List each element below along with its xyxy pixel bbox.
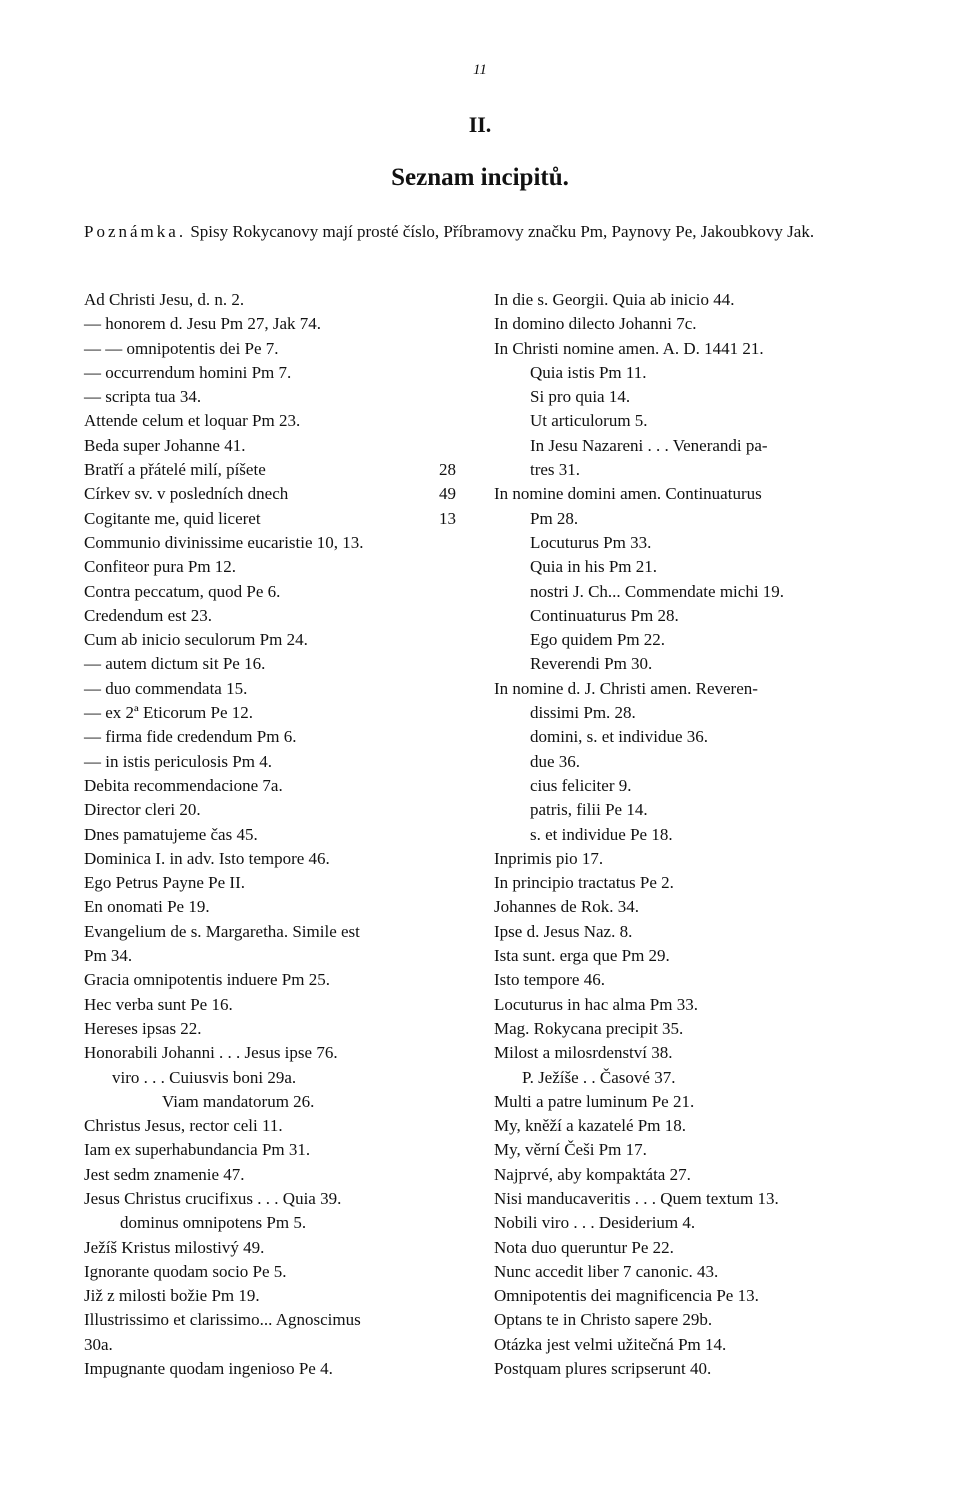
- entry-text: In nomine d. J. Christi amen. Reveren-: [494, 678, 758, 698]
- index-entry: [494, 1187, 884, 1211]
- index-entry: [84, 1114, 474, 1138]
- entry-text: — occurrendum homini Pm 7.: [84, 362, 292, 382]
- index-entry: [84, 1357, 474, 1381]
- index-entry: [494, 652, 884, 676]
- index-entry: [494, 968, 884, 992]
- entry-text: Si pro quia 14.: [530, 387, 631, 407]
- entry-text: Ježíš Kristus milostivý 49.: [84, 1237, 265, 1257]
- index-entry: [494, 604, 884, 628]
- entry-text: Evangelium de s. Margaretha. Simile est: [84, 921, 360, 941]
- index-entry: [84, 750, 474, 774]
- entry-text: Debita recommendacione 7a.: [84, 775, 283, 795]
- entry-text: — duo commendata 15.: [84, 678, 248, 698]
- index-entry: [84, 871, 474, 895]
- index-entry: [84, 1066, 474, 1090]
- entry-text: Attende celum et loquar Pm 23.: [84, 411, 301, 431]
- index-entry: [494, 1333, 884, 1357]
- entry-page-ref: 28: [439, 460, 456, 480]
- entry-text: Hec verba sunt Pe 16.: [84, 994, 233, 1014]
- entry-text: Již z milosti božie Pm 19.: [84, 1286, 260, 1306]
- entry-text: Johannes de Rok. 34.: [494, 897, 639, 917]
- index-entry: [494, 725, 884, 749]
- index-entry: [494, 920, 884, 944]
- entry-page-ref: 49: [439, 484, 456, 504]
- entry-text: — — omnipotentis dei Pe 7.: [84, 338, 279, 358]
- entry-text: P. Ježíše . . Časové 37.: [522, 1067, 676, 1087]
- entry-text: Ut articulorum 5.: [530, 411, 648, 431]
- index-entry: [84, 968, 474, 992]
- index-entry: [84, 823, 474, 847]
- entry-text: Pm 34.: [84, 946, 133, 966]
- index-entry: [84, 1090, 474, 1114]
- entry-text: In Jesu Nazareni . . . Venerandi pa-: [530, 435, 768, 455]
- entry-text: Ego quidem Pm 22.: [530, 630, 666, 650]
- index-entry: [494, 409, 884, 433]
- entry-text: viro . . . Cuiusvis boni 29a.: [112, 1067, 297, 1087]
- index-entry: [494, 482, 884, 506]
- entry-text: Nobili viro . . . Desiderium 4.: [494, 1213, 696, 1233]
- entry-text: 30a.: [84, 1334, 113, 1354]
- index-entry: [84, 434, 474, 458]
- entry-text: dominus omnipotens Pm 5.: [120, 1213, 307, 1233]
- entry-text: Impugnante quodam ingenioso Pe 4.: [84, 1359, 333, 1379]
- entry-text: Omnipotentis dei magnificencia Pe 13.: [494, 1286, 759, 1306]
- entry-text: Najprvé, aby kompaktáta 27.: [494, 1164, 691, 1184]
- entry-text: Quia in his Pm 21.: [530, 557, 658, 577]
- index-entry: [494, 701, 884, 725]
- section-numeral: II.: [468, 112, 492, 137]
- index-entry: [84, 993, 474, 1017]
- entry-text: Quia istis Pm 11.: [530, 362, 647, 382]
- entry-text: Iam ex superhabundancia Pm 31.: [84, 1140, 311, 1160]
- index-entry: [84, 774, 474, 798]
- entry-text: My, věrní Češi Pm 17.: [494, 1140, 647, 1160]
- entry-text: Mag. Rokycana precipit 35.: [494, 1018, 684, 1038]
- entry-text: Continuaturus Pm 28.: [530, 605, 679, 625]
- index-entry: [84, 337, 474, 361]
- entry-text: Cogitante me, quid liceret: [84, 508, 261, 528]
- index-entry: [84, 604, 474, 628]
- entry-text: Multi a patre luminum Pe 21.: [494, 1091, 695, 1111]
- left-column: [84, 288, 474, 1381]
- index-entry: [84, 1187, 474, 1211]
- index-entry: [84, 944, 474, 968]
- index-entry: [494, 337, 884, 361]
- index-entry: [494, 993, 884, 1017]
- index-entry: [494, 312, 884, 336]
- entry-text: — in istis periculosis Pm 4.: [84, 751, 272, 771]
- note-label: Poznámka.: [84, 222, 187, 241]
- entry-text: domini, s. et individue 36.: [530, 727, 709, 747]
- index-entry: [84, 847, 474, 871]
- index-entry: [494, 1308, 884, 1332]
- index-entry: [84, 1284, 474, 1308]
- index-entry: [494, 1284, 884, 1308]
- entry-text: Director cleri 20.: [84, 800, 201, 820]
- page-number: 11: [473, 62, 487, 78]
- entry-text: Dominica I. in adv. Isto tempore 46.: [84, 848, 330, 868]
- index-entry: [494, 1138, 884, 1162]
- index-entry: [84, 312, 474, 336]
- entry-text: Inprimis pio 17.: [494, 848, 604, 868]
- index-entry: [84, 895, 474, 919]
- entry-text: Ipse d. Jesus Naz. 8.: [494, 921, 633, 941]
- index-entry: [84, 1333, 474, 1357]
- entry-text: — scripta tua 34.: [84, 387, 202, 407]
- entry-text: Honorabili Johanni . . . Jesus ipse 76.: [84, 1043, 338, 1063]
- entry-text: Christus Jesus, rector celi 11.: [84, 1116, 283, 1136]
- entry-text: due 36.: [530, 751, 581, 771]
- entry-text: Nisi manducaveritis . . . Quem textum 13.: [494, 1188, 779, 1208]
- index-entry: [84, 458, 474, 482]
- index-entry: [84, 652, 474, 676]
- page-title: Seznam incipitů.: [391, 164, 569, 191]
- right-column: [494, 288, 884, 1381]
- entry-text: Communio divinissime eucaristie 10, 13.: [84, 532, 364, 552]
- index-entry: [494, 774, 884, 798]
- entry-text: Bratří a přátelé milí, píšete: [84, 460, 266, 480]
- entry-text: Reverendi Pm 30.: [530, 654, 653, 674]
- entry-text: s. et individue Pe 18.: [530, 824, 673, 844]
- index-entry: [84, 1236, 474, 1260]
- index-entry: [494, 895, 884, 919]
- index-entry: [494, 1211, 884, 1235]
- index-entry: [494, 531, 884, 555]
- index-entry: [84, 725, 474, 749]
- index-entry: [494, 944, 884, 968]
- index-entry: [494, 434, 884, 458]
- index-entry: [494, 750, 884, 774]
- index-entry: [494, 847, 884, 871]
- index-entry: [84, 677, 474, 701]
- entry-text: In nomine domini amen. Continuaturus: [494, 484, 762, 504]
- index-entry: [494, 1017, 884, 1041]
- entry-text: Illustrissimo et clarissimo... Agnoscimus: [84, 1310, 361, 1330]
- index-entry: [84, 288, 474, 312]
- entry-text: Jest sedm znamenie 47.: [84, 1164, 245, 1184]
- entry-text: Isto tempore 46.: [494, 970, 605, 990]
- entry-text: My, kněží a kazatelé Pm 18.: [494, 1116, 686, 1136]
- index-entry: [84, 920, 474, 944]
- note-text: Spisy Rokycanovy mají prosté číslo, Příbramovy značku Pm, Paynovy Pe, Jakoubkovy Jak.: [190, 222, 815, 241]
- index-entry: [494, 798, 884, 822]
- entry-text: — honorem d. Jesu Pm 27, Jak 74.: [84, 314, 322, 334]
- entry-text: Nota duo queruntur Pe 22.: [494, 1237, 674, 1257]
- index-entry: [84, 1138, 474, 1162]
- entry-text: Cum ab inicio seculorum Pm 24.: [84, 630, 308, 650]
- index-entry: [494, 580, 884, 604]
- entry-text: En onomati Pe 19.: [84, 897, 210, 917]
- entry-text: Credendum est 23.: [84, 605, 212, 625]
- entry-text: dissimi Pm. 28.: [530, 703, 636, 723]
- index-entry: [494, 361, 884, 385]
- entry-text: Beda super Johanne 41.: [84, 435, 246, 455]
- entry-text: Církev sv. v posledních dnech: [84, 484, 289, 504]
- entry-text: patris, filii Pe 14.: [530, 800, 648, 820]
- index-entry: [84, 1260, 474, 1284]
- entry-text: — ex 2ª Eticorum Pe 12.: [84, 703, 253, 723]
- entry-text: — autem dictum sit Pe 16.: [84, 654, 266, 674]
- entry-text: Milost a milosrdenství 38.: [494, 1043, 673, 1063]
- index-entry: [84, 1211, 474, 1235]
- index-entry: [494, 1357, 884, 1381]
- index-entry: [494, 1041, 884, 1065]
- entry-text: Optans te in Christo sapere 29b.: [494, 1310, 713, 1330]
- entry-text: Jesus Christus crucifixus . . . Quia 39.: [84, 1188, 342, 1208]
- index-entry: [494, 385, 884, 409]
- entry-text: nostri J. Ch... Commendate michi 19.: [530, 581, 785, 601]
- index-entry: [84, 1017, 474, 1041]
- entry-text: Hereses ipsas 22.: [84, 1018, 202, 1038]
- index-entry: [494, 628, 884, 652]
- index-entry: [84, 482, 474, 506]
- index-entry: [494, 677, 884, 701]
- entry-text: Ista sunt. erga que Pm 29.: [494, 946, 670, 966]
- index-entry: [494, 1090, 884, 1114]
- index-entry: [84, 507, 474, 531]
- note: [84, 220, 880, 244]
- index-entry: [84, 701, 474, 725]
- entry-text: Locuturus Pm 33.: [530, 532, 652, 552]
- index-entry: [84, 580, 474, 604]
- index-entry: [494, 1066, 884, 1090]
- index-entry: [84, 1308, 474, 1332]
- entry-text: Confiteor pura Pm 12.: [84, 557, 237, 577]
- entry-text: Gracia omnipotentis induere Pm 25.: [84, 970, 330, 990]
- entry-text: Viam mandatorum 26.: [162, 1091, 315, 1111]
- entry-text: Nunc accedit liber 7 canonic. 43.: [494, 1261, 719, 1281]
- index-entry: [494, 871, 884, 895]
- entry-text: In principio tractatus Pe 2.: [494, 873, 674, 893]
- entry-text: tres 31.: [530, 460, 581, 480]
- index-entry: [84, 385, 474, 409]
- index-entry: [84, 1041, 474, 1065]
- entry-text: cius feliciter 9.: [530, 775, 632, 795]
- index-entry: [494, 823, 884, 847]
- index-entry: [84, 361, 474, 385]
- entry-text: Contra peccatum, quod Pe 6.: [84, 581, 281, 601]
- index-entry: [84, 798, 474, 822]
- entry-text: In die s. Georgii. Quia ab inicio 44.: [494, 290, 735, 309]
- entry-text: — firma fide credendum Pm 6.: [84, 727, 297, 747]
- entry-text: Otázka jest velmi užitečná Pm 14.: [494, 1334, 727, 1354]
- index-entry: [84, 409, 474, 433]
- entry-text: Dnes pamatujeme čas 45.: [84, 824, 258, 844]
- index-entry: [84, 531, 474, 555]
- index-entry: [494, 458, 884, 482]
- entry-page-ref: 13: [439, 508, 456, 528]
- entry-text: Ad Christi Jesu, d. n. 2.: [84, 290, 245, 309]
- index-entry: [494, 1114, 884, 1138]
- entry-text: In Christi nomine amen. A. D. 1441 21.: [494, 338, 764, 358]
- index-entry: [84, 628, 474, 652]
- entry-text: Ignorante quodam socio Pe 5.: [84, 1261, 287, 1281]
- entry-text: Locuturus in hac alma Pm 33.: [494, 994, 698, 1014]
- entry-text: Postquam plures scripserunt 40.: [494, 1359, 712, 1379]
- index-entry: [494, 555, 884, 579]
- index-entry: [84, 1163, 474, 1187]
- index-entry: [84, 555, 474, 579]
- entry-text: Pm 28.: [530, 508, 579, 528]
- index-entry: [494, 1236, 884, 1260]
- index-entry: [494, 1260, 884, 1284]
- entry-text: In domino dilecto Johanni 7c.: [494, 314, 697, 334]
- index-entry: [494, 1163, 884, 1187]
- entry-text: Ego Petrus Payne Pe II.: [84, 873, 246, 893]
- index-entry: [494, 507, 884, 531]
- index-entry: [494, 288, 884, 312]
